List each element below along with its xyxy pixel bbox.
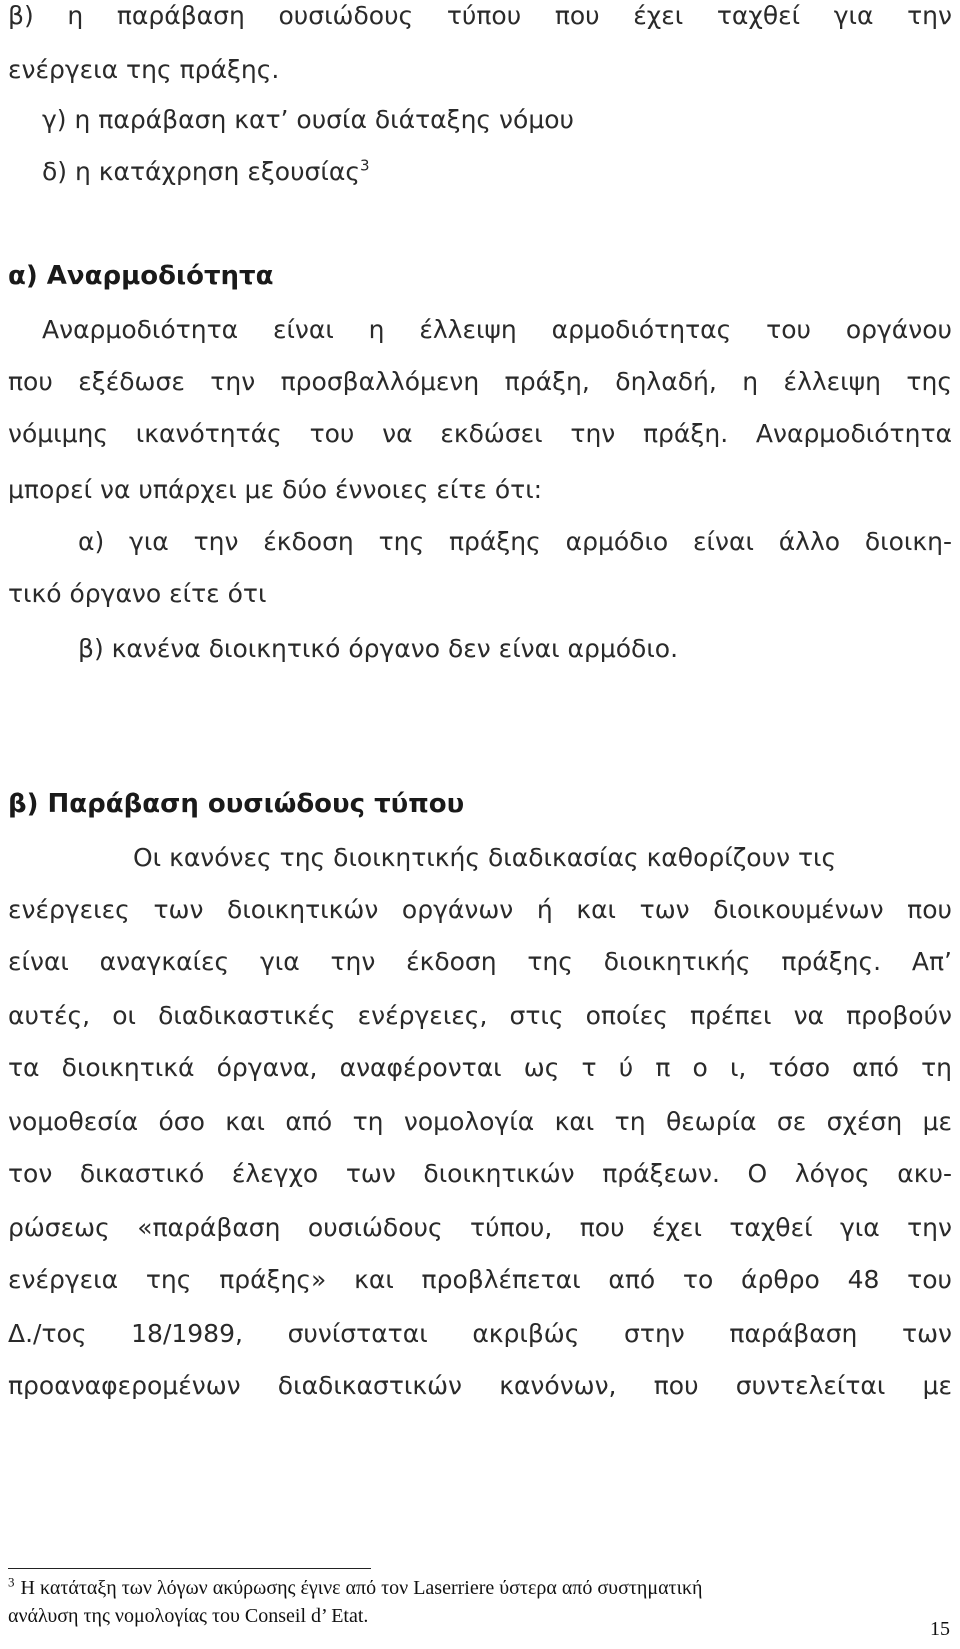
page-number: 15 bbox=[930, 1618, 950, 1640]
footnote-text: Η κατάταξη των λόγων ακύρωσης έγινε από τον Laserriere ύστερα από συστηματική bbox=[20, 1577, 703, 1599]
paragraph-line: β) κανένα διοικητικό όργανο δεν είναι αρμόδιο. bbox=[78, 634, 679, 663]
section-heading-a: α) Αναρμοδιότητα bbox=[8, 261, 274, 291]
paragraph-line: Δ./τος 18/1989, συνίσταται ακριβώς στην παράβαση των bbox=[8, 1319, 952, 1348]
section-heading-b: β) Παράβαση ουσιώδους τύπου bbox=[8, 789, 465, 819]
paragraph-line: μπορεί να υπάρχει με δύο έννοιες είτε ότι: bbox=[8, 475, 543, 504]
paragraph-line: α) για την έκδοση της πράξης αρμόδιο είναι άλλο διοικη- bbox=[78, 527, 952, 556]
paragraph-line: ενέργεια της πράξης» και προβλέπεται από το άρθρο 48 του bbox=[8, 1265, 952, 1294]
paragraph-line: ρώσεως «παράβαση ουσιώδους τύπου, που έχει ταχθεί για την bbox=[8, 1213, 952, 1242]
paragraph-line: προαναφερομένων διαδικαστικών κανόνων, που συντελείται με bbox=[8, 1371, 952, 1400]
list-item-d bbox=[42, 156, 960, 188]
paragraph-line: νομοθεσία όσο και από τη νομολογία και τη θεωρία σε σχέση με bbox=[8, 1107, 952, 1136]
paragraph-line: νόμιμης ικανότητάς του να εκδώσει την πράξη. Αναρμοδιότητα bbox=[8, 419, 952, 448]
paragraph-line: Οι κανόνες της διοικητικής διαδικασίας καθορίζουν τις bbox=[133, 843, 837, 872]
paragraph-line: είναι αναγκαίες για την έκδοση της διοικητικής πράξης. Απ’ bbox=[8, 947, 952, 976]
footnote-line-2: ανάλυση της νομολογίας του Conseil d’ Etat. bbox=[8, 1605, 369, 1627]
footnote-reference: 3 bbox=[360, 156, 370, 175]
footnote-line-1 bbox=[8, 1575, 952, 1601]
list-item-g: γ) η παράβαση κατ’ ουσία διάταξης νόμου bbox=[42, 105, 574, 134]
paragraph-line: τικό όργανο είτε ότι bbox=[8, 579, 267, 608]
paragraph-line: αυτές, οι διαδικαστικές ενέργειες, στις οποίες πρέπει να προβούν bbox=[8, 1001, 952, 1030]
intro-line-1: β) η παράβαση ουσιώδους τύπου που έχει ταχθεί για την bbox=[8, 1, 952, 30]
footnote-number: 3 bbox=[8, 1574, 15, 1590]
paragraph-line: ενέργειες των διοικητικών οργάνων ή και των διοικουμένων που bbox=[8, 895, 952, 924]
paragraph-line: τον δικαστικό έλεγχο των διοικητικών πράξεων. Ο λόγος ακυ- bbox=[8, 1159, 952, 1188]
intro-line-2: ενέργεια της πράξης. bbox=[8, 55, 280, 84]
paragraph-line: που εξέδωσε την προσβαλλόμενη πράξη, δηλαδή, η έλλειψη της bbox=[8, 367, 952, 396]
list-item-d-text: δ) η κατάχρηση εξουσίας bbox=[42, 157, 360, 186]
paragraph-line: Αναρμοδιότητα είναι η έλλειψη αρμοδιότητας του οργάνου bbox=[42, 315, 952, 344]
footnote-separator bbox=[8, 1568, 371, 1569]
paragraph-line: τα διοικητικά όργανα, αναφέρονται ως τ ύ π ο ι, τόσο από τη bbox=[8, 1053, 952, 1082]
